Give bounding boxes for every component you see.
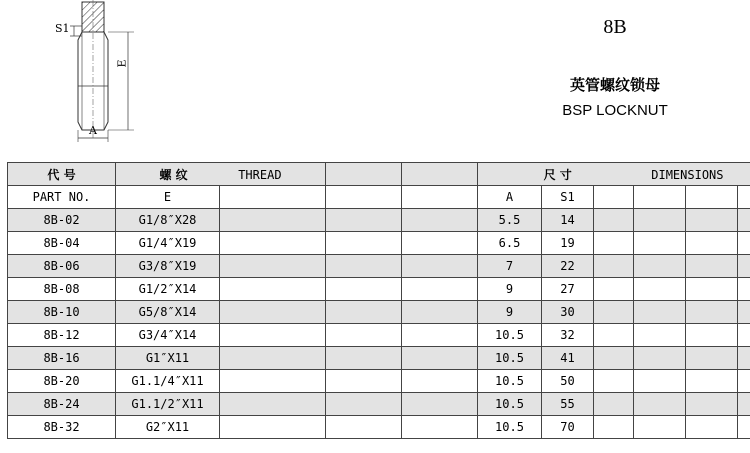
thread-cell: G1″X11 xyxy=(116,347,220,370)
empty-cell xyxy=(326,301,402,324)
part-cell: 8B-02 xyxy=(8,209,116,232)
thread-cell: G1/8″X28 xyxy=(116,209,220,232)
thread-header-cn: 螺 纹 xyxy=(159,167,188,182)
table-row xyxy=(8,301,750,324)
thread-cell: G3/4″X14 xyxy=(116,324,220,347)
empty-cell xyxy=(326,347,402,370)
part-cell: 8B-08 xyxy=(8,278,116,301)
table-row xyxy=(8,278,750,301)
empty-cell xyxy=(594,370,634,393)
product-title-en: BSP LOCKNUT xyxy=(562,102,668,119)
empty-cell xyxy=(634,324,686,347)
thread-cell: G1/4″X19 xyxy=(116,232,220,255)
empty-cell xyxy=(402,255,478,278)
empty-cell xyxy=(220,278,326,301)
a-cell: 9 xyxy=(478,301,542,324)
s1-cell: 30 xyxy=(542,301,594,324)
table-row xyxy=(8,209,750,232)
empty-cell xyxy=(738,232,750,255)
empty-cell xyxy=(402,232,478,255)
e-label: E xyxy=(115,59,129,68)
empty-cell xyxy=(402,370,478,393)
empty-cell xyxy=(686,209,738,232)
part-cell: 8B-04 xyxy=(8,232,116,255)
empty-cell xyxy=(738,209,750,232)
s1-cell: 70 xyxy=(542,416,594,439)
empty-cell xyxy=(326,393,402,416)
empty-cell xyxy=(402,347,478,370)
s1-cell: 55 xyxy=(542,393,594,416)
part-cell: 8B-06 xyxy=(8,255,116,278)
s1-header: S1 xyxy=(542,186,594,209)
product-code: 8B xyxy=(603,16,627,38)
header-row-2 xyxy=(8,186,750,209)
header-row-1 xyxy=(8,163,750,186)
empty-cell xyxy=(634,347,686,370)
empty-cell xyxy=(594,232,634,255)
spec-table xyxy=(7,162,750,439)
empty-cell xyxy=(634,301,686,324)
empty-cell xyxy=(326,370,402,393)
empty-cell xyxy=(402,209,478,232)
empty-cell xyxy=(634,255,686,278)
empty-cell xyxy=(686,255,738,278)
empty-cell xyxy=(326,278,402,301)
e-header: E xyxy=(116,186,220,209)
s1-cell: 32 xyxy=(542,324,594,347)
part-header-cn: 代 号 xyxy=(8,163,116,186)
table-row xyxy=(8,393,750,416)
s1-cell: 19 xyxy=(542,232,594,255)
empty-cell xyxy=(594,393,634,416)
part-cell: 8B-10 xyxy=(8,301,116,324)
empty-cell xyxy=(326,416,402,439)
a-cell: 10.5 xyxy=(478,370,542,393)
empty-cell xyxy=(634,393,686,416)
empty-cell xyxy=(738,416,750,439)
locknut-drawing xyxy=(0,0,160,150)
empty-cell xyxy=(326,324,402,347)
empty-cell xyxy=(634,232,686,255)
empty-cell xyxy=(220,370,326,393)
a-cell: 10.5 xyxy=(478,324,542,347)
empty-cell xyxy=(686,370,738,393)
empty-cell xyxy=(326,209,402,232)
empty-cell xyxy=(594,255,634,278)
table-row xyxy=(8,255,750,278)
thread-cell: G2″X11 xyxy=(116,416,220,439)
a-header: A xyxy=(478,186,542,209)
empty-cell xyxy=(326,232,402,255)
dims-header xyxy=(478,163,750,186)
s1-label: S1 xyxy=(55,22,70,35)
a-cell: 10.5 xyxy=(478,393,542,416)
empty-cell xyxy=(220,255,326,278)
a-cell: 5.5 xyxy=(478,209,542,232)
s1-cell: 50 xyxy=(542,370,594,393)
thread-cell: G1.1/4″X11 xyxy=(116,370,220,393)
dims-header-cn: 尺 寸 xyxy=(543,167,572,182)
a-cell: 7 xyxy=(478,255,542,278)
empty-cell xyxy=(738,278,750,301)
a-cell: 6.5 xyxy=(478,232,542,255)
a-cell: 10.5 xyxy=(478,347,542,370)
empty-cell xyxy=(686,347,738,370)
thread-cell: G3/8″X19 xyxy=(116,255,220,278)
dims-header-en: DIMENSIONS xyxy=(651,167,724,182)
empty-cell xyxy=(220,347,326,370)
empty-cell xyxy=(220,232,326,255)
table-row xyxy=(8,370,750,393)
empty-cell xyxy=(326,255,402,278)
empty-cell xyxy=(594,324,634,347)
table-row xyxy=(8,347,750,370)
table-row xyxy=(8,416,750,439)
empty-cell xyxy=(594,209,634,232)
empty-cell xyxy=(594,347,634,370)
product-title-cn: 英管螺纹锁母 xyxy=(569,76,660,94)
empty-cell xyxy=(738,324,750,347)
a-cell: 10.5 xyxy=(478,416,542,439)
table-row xyxy=(8,232,750,255)
a-label: A xyxy=(89,124,97,137)
empty-cell xyxy=(634,416,686,439)
thread-header-en: THREAD xyxy=(238,167,282,182)
empty-cell xyxy=(738,393,750,416)
empty-cell xyxy=(634,209,686,232)
empty-cell xyxy=(220,324,326,347)
part-cell: 8B-24 xyxy=(8,393,116,416)
empty-cell xyxy=(738,347,750,370)
empty-cell xyxy=(738,255,750,278)
table-row xyxy=(8,324,750,347)
empty-cell xyxy=(686,393,738,416)
empty-cell xyxy=(402,324,478,347)
thread-cell: G5/8″X14 xyxy=(116,301,220,324)
empty-cell xyxy=(220,209,326,232)
empty-cell xyxy=(634,278,686,301)
empty-cell xyxy=(220,416,326,439)
empty-cell xyxy=(738,370,750,393)
part-cell: 8B-16 xyxy=(8,347,116,370)
thread-cell: G1.1/2″X11 xyxy=(116,393,220,416)
part-cell: 8B-20 xyxy=(8,370,116,393)
empty-cell xyxy=(402,416,478,439)
empty-cell xyxy=(686,324,738,347)
empty-cell xyxy=(738,301,750,324)
empty-cell xyxy=(402,278,478,301)
empty-cell xyxy=(594,301,634,324)
empty-cell xyxy=(686,278,738,301)
empty-cell xyxy=(634,370,686,393)
part-cell: 8B-32 xyxy=(8,416,116,439)
empty-cell xyxy=(686,232,738,255)
part-cell: 8B-12 xyxy=(8,324,116,347)
thread-cell: G1/2″X14 xyxy=(116,278,220,301)
thread-header xyxy=(116,163,326,186)
empty-cell xyxy=(402,393,478,416)
s1-cell: 22 xyxy=(542,255,594,278)
empty-cell xyxy=(686,301,738,324)
s1-cell: 14 xyxy=(542,209,594,232)
empty-cell xyxy=(402,301,478,324)
s1-cell: 27 xyxy=(542,278,594,301)
a-cell: 9 xyxy=(478,278,542,301)
s1-cell: 41 xyxy=(542,347,594,370)
empty-cell xyxy=(220,301,326,324)
empty-cell xyxy=(594,278,634,301)
part-header-en: PART NO. xyxy=(8,186,116,209)
empty-cell xyxy=(220,393,326,416)
empty-cell xyxy=(686,416,738,439)
empty-cell xyxy=(594,416,634,439)
